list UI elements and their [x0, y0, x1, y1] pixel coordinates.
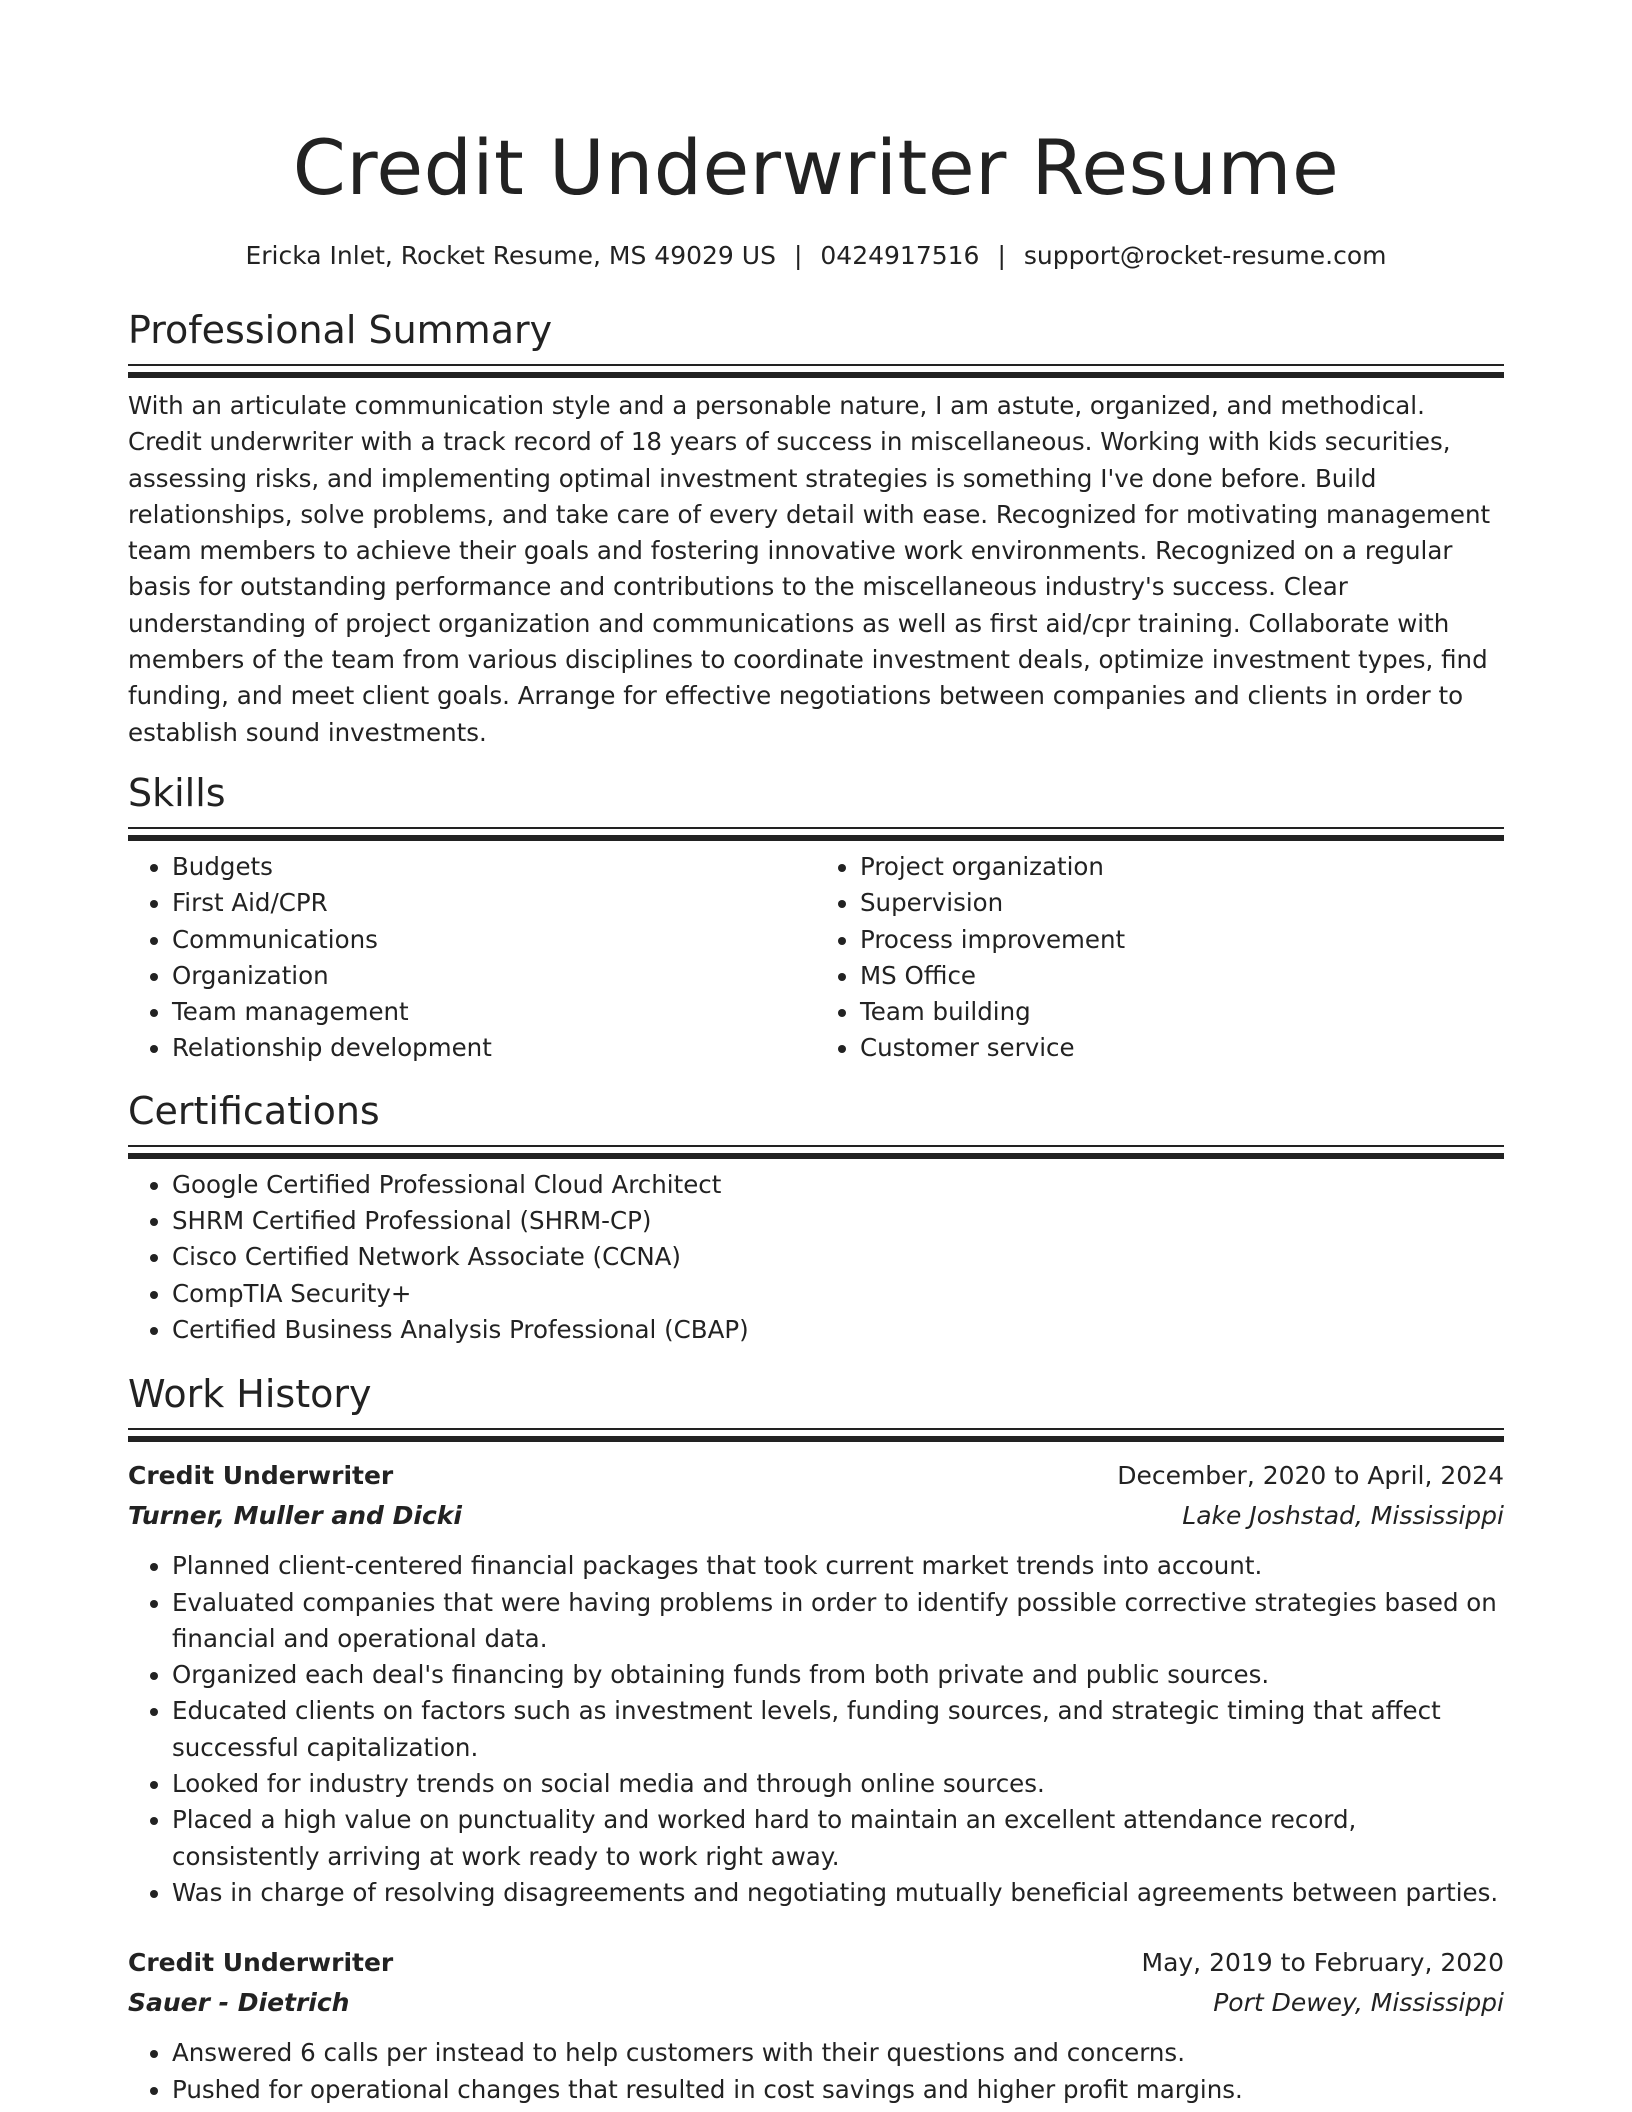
skills-list-left	[128, 849, 816, 1067]
job-entry	[128, 1943, 1504, 2108]
summary-text: With an articulate communication style and a personable nature, I am astute, organized, and methodical. Credit underwriter with a track record of 18 years of success in miscellaneous. Working with kids securities, assessing risks, and implementing optimal investment strategies is something I've done before. Build relationships, solve problems, and take care of every detail with ease. Recognized for motivating management team members to achieve their goals and fostering innovative work environments. Recognized on a regular basis for outstanding performance and contributions to the miscellaneous industry's success. Clear understanding of project organization and communications as well as first aid/cpr training. Collaborate with members of the team from various disciplines to coordinate investment deals, optimize investment types, find funding, and meet client goals. Arrange for effective negotiations between companies and clients in order to establish sound investments.	[128, 391, 1491, 747]
skills-list-right	[816, 849, 1504, 1067]
certification-item: • Google Certified Professional Cloud Architect	[172, 1167, 1504, 1203]
job-title: Credit Underwriter	[128, 1948, 394, 1978]
job-bullet: • Answered 6 calls per instead to help customers with their questions and concerns.	[172, 2035, 1504, 2071]
job-bullets	[128, 1548, 1504, 1911]
skill-item: • Supervision	[860, 885, 1504, 921]
work-history-section	[128, 1370, 1504, 2108]
skills-section	[128, 769, 1504, 1067]
skill-item: • Organization	[172, 958, 816, 994]
job-title: Credit Underwriter	[128, 1461, 394, 1491]
page-title: Credit Underwriter Resume	[292, 123, 1340, 212]
job-bullet: • Looked for industry trends on social media and through online sources.	[172, 1766, 1504, 1802]
skill-item: • Communications	[172, 922, 816, 958]
contact-phone: 0424917516	[820, 241, 980, 270]
job-dates: December, 2020 to April, 2024	[1117, 1461, 1504, 1491]
job-entry	[128, 1456, 1504, 1911]
certification-item: • CompTIA Security+	[172, 1276, 1504, 1312]
skill-item: • Customer service	[860, 1030, 1504, 1066]
job-dates: May, 2019 to February, 2020	[1141, 1948, 1504, 1978]
certifications-section	[128, 1087, 1504, 1348]
skill-item: • Team building	[860, 994, 1504, 1030]
section-heading-certifications: Certifications	[128, 1088, 380, 1133]
section-divider	[128, 1145, 1504, 1159]
skill-item: • Project organization	[860, 849, 1504, 885]
job-bullet: • Organized each deal's financing by obtaining funds from both private and public sources.	[172, 1657, 1504, 1693]
skill-item: • Team management	[172, 994, 816, 1030]
job-location: Port Dewey, Mississippi	[1213, 1988, 1504, 2018]
job-bullet: • Planned client-centered financial packages that took current market trends into account.	[172, 1548, 1504, 1584]
job-bullet: • Educated clients on factors such as investment levels, funding sources, and strategic timing that affect successful capitalization.	[172, 1693, 1504, 1766]
skill-item: • MS Office	[860, 958, 1504, 994]
section-divider	[128, 364, 1504, 378]
skill-item: • Process improvement	[860, 922, 1504, 958]
job-bullet: • Placed a high value on punctuality and worked hard to maintain an excellent attendance record, consistently arriving at work ready to work right away.	[172, 1802, 1504, 1875]
job-subheader	[128, 1983, 1504, 2023]
job-company: Turner, Muller and Dicki	[128, 1501, 462, 1531]
skill-item: • First Aid/CPR	[172, 885, 816, 921]
section-heading-skills: Skills	[128, 770, 226, 815]
certification-item: • SHRM Certified Professional (SHRM-CP)	[172, 1203, 1504, 1239]
certification-item: • Certified Business Analysis Professional (CBAP)	[172, 1312, 1504, 1348]
section-divider	[128, 827, 1504, 841]
job-header	[128, 1456, 1504, 1496]
skill-item: • Relationship development	[172, 1030, 816, 1066]
job-location: Lake Joshstad, Mississippi	[1182, 1501, 1504, 1531]
contact-separator: |	[997, 241, 1006, 270]
section-heading-work-history: Work History	[128, 1372, 372, 1417]
certifications-list	[128, 1167, 1504, 1348]
job-bullet: • Was in charge of resolving disagreements and negotiating mutually beneficial agreements between parties.	[172, 1875, 1504, 1911]
job-bullets	[128, 2035, 1504, 2108]
skills-grid	[128, 849, 1504, 1067]
section-divider	[128, 1428, 1504, 1442]
job-subheader	[128, 1496, 1504, 1536]
section-heading-summary: Professional Summary	[128, 308, 553, 352]
job-header	[128, 1943, 1504, 1983]
job-bullet: • Pushed for operational changes that resulted in cost savings and higher profit margins.	[172, 2072, 1504, 2108]
job-bullet: • Evaluated companies that were having problems in order to identify possible corrective strategies based on financial and operational data.	[172, 1585, 1504, 1658]
job-company: Sauer - Dietrich	[128, 1988, 350, 2018]
summary-section	[128, 306, 1504, 751]
certification-item: • Cisco Certified Network Associate (CCNA)	[172, 1239, 1504, 1275]
skill-item: • Budgets	[172, 849, 816, 885]
contact-separator: |	[793, 241, 803, 270]
contact-address: Ericka Inlet, Rocket Resume, MS 49029 US	[245, 241, 776, 270]
contact-line	[128, 240, 1504, 272]
contact-email: support@rocket-resume.com	[1023, 241, 1387, 270]
